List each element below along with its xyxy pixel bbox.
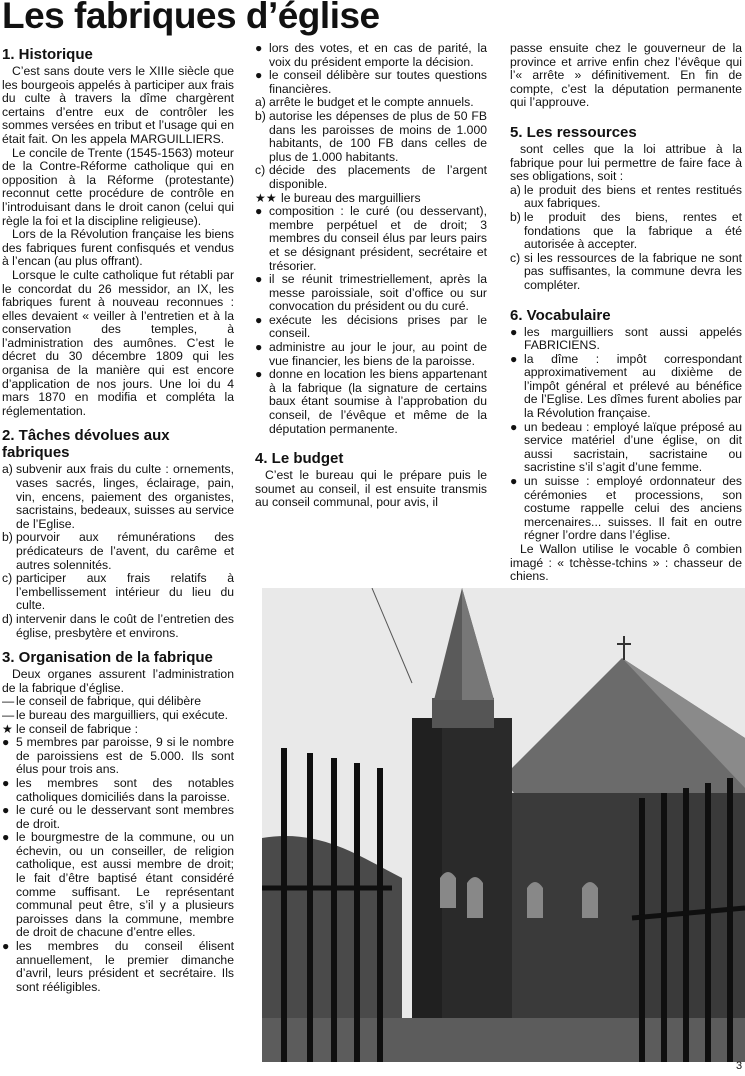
paragraph: C’est sans doute vers le XIIIe siècle que les bourgeois appelés à participer aux frais du culte à travers la dîme chargèrent certains d’entre eux de contrôler les sommes versées en tribut et l’usage qui en était fait. On les appela MARGUILLIERS. [2,64,234,146]
list-item: ● un suisse : employé ordonnateur des cérémonies et processions, son costume rappelle celui des anciens mercenaires... suisses. Il fait en outre régner l’ordre dans l’église. [510,474,742,543]
list-item: ● le conseil délibère sur toutes questions financières. [255,68,487,96]
list-item: ● 5 membres par paroisse, 9 si le nombre de paroissiens est de 5.000. Ils sont élus pour trois ans. [2,735,234,777]
section-heading-organisation: 3. Organisation de la fabrique [2,649,213,667]
conseil-heading [2,723,234,737]
paragraph: passe ensuite chez le gouverneur de la province et arrive enfin chez l’évêque qui l’« arrête » définitivement. En fin de compte, c’est la députation permanente qui l’approuve. [510,41,742,110]
paragraph: sont celles que la loi attribue à la fabrique pour lui permettre de faire face à ses obligations, soit : [510,141,742,184]
paragraph: Lors de la Révolution française les biens des fabriques furent confisqués et vendus à l’encan (au plus offrant). [2,227,234,269]
list-item: — le conseil de fabrique, qui délibère [2,694,201,709]
bureau-list [255,205,487,436]
list-item: ● le bourgmestre de la commune, ou un échevin, ou un conseiller, de religion catholique, est aussi membre de droit; le fait d’être baptisé étant considéré comme suffisant. Le représentant communal peut être, s’il y a plusieurs paroisses dans la commune, membre de droit de chacune d’entre elles. [2,830,234,940]
list-item: d) intervenir dans le coût de l’entretien des église, presbytère et environs. [2,611,234,640]
list-item: b) le produit des biens, rentes et fondations que la fabrique a été autorisée à accepter. [510,209,742,252]
list-item: — le bureau des marguilliers, qui exécute. [2,707,229,722]
list-item: ● la dîme : impôt correspondant approximativement au dixième de l’impôt général et prélevé au bénéfice de l’Eglise. Les dîmes furent abolies par la Révolution française. [510,351,742,421]
column-middle [255,42,487,510]
list-item: b) pourvoir aux rémunérations des prédicateurs de l’avent, du carême et autres solennités. [2,530,234,572]
page-title: Les fabriques d’église [2,0,380,36]
list-item: b) autorise les dépenses de plus de 50 FB dans les paroisses de moins de 1.000 habitants, de 100 FB dans celles de plus de 1.000 habitants. [255,108,487,164]
paragraph: C’est le bureau qui le prépare puis le soumet au conseil, il est ensuite transmis au conseil communal, pour avis, il [255,468,487,510]
organs-list [2,695,234,722]
list-item: ● lors des votes, et en cas de parité, la voix du président emporte la décision. [255,41,487,69]
list-item: ● composition : le curé (ou desservant), membre perpétuel et de droit; 3 membres du conseil élus par leurs pairs et se désignant président, secrétaire et trésorier. [255,204,487,273]
list-item: ● donne en location les biens appartenant à la fabrique (la signature de certains baux étant soumise à l’approbation du conseil, de l’évêque et même de la députation permanente. [255,367,487,436]
vocabulaire-list [510,326,742,544]
section-heading-historique: 1. Historique [2,46,93,63]
section-heading-ressources: 5. Les ressources [510,123,637,141]
taches-list [2,463,234,640]
section-heading-budget: 4. Le budget [255,450,344,468]
church-photo [262,588,745,1062]
paragraph: Le Wallon utilise le vocable ô combien imagé : « tchèsse-tchins » : chasseur de chiens. [510,542,742,584]
list-item: ● il se réunit trimestriellement, après la messe paroissiale, soit d’office ou sur convocation du président ou du curé. [255,272,487,314]
section-heading-taches: 2. Tâches dévolues aux fabriques [2,427,170,462]
list-item: a) arrête le budget et le compte annuels. [255,95,474,110]
list-item: ● le curé ou le desservant sont membres de droit. [2,803,234,831]
list-item: ● un bedeau : employé laïque préposé au service matériel d’une église, on dit aussi sacristain, sacristaine ou sacristine s’il s’agit d’une femme. [510,419,742,475]
list-item: ● les membres du conseil élisent annuellement, le premier dimanche d’avril, leurs président et secrétaire. Ils sont rééligibles. [2,939,234,994]
page-number: 3 [736,1060,743,1072]
subheading: ★★ le bureau des marguilliers [255,190,421,205]
paragraph: Deux organes assurent l’administration de la fabrique d’église. [2,667,234,695]
list-item: c) décide des placements de l’argent disponible. [255,163,487,191]
list-item: c) si les ressources de la fabrique ne sont pas suffisantes, la commune devra les compléter. [510,250,742,292]
double-star-icon: ★★ [255,190,277,205]
column-left [2,42,234,994]
paragraph: Lorsque le culte catholique fut rétabli par le concordat du 26 messidor, an IX, les fabriques furent à nouveau reconnues : elles devaient « veiller à l’entretien et à la conservation des temples, à l’administration des aumônes. C’est le décret du 30 décembre 1809 qui les organisa de la manière qui est encore d’application de nos jours. Une loi du 4 mars 1870 en modifia et compléta la réglementation. [2,267,234,418]
bureau-heading [255,192,487,206]
ressources-list [510,184,742,293]
conseil-list-continued [255,42,487,96]
list-item: ● les membres sont des notables catholiques domiciliés dans la paroisse. [2,775,234,804]
star-icon: ★ [2,721,13,736]
list-item: a) le produit des biens et rentes restitués aux fabriques. [510,182,742,211]
list-item: c) participer aux frais relatifs à l’embellissement intérieur du lieu du culte. [2,571,234,613]
section-heading-vocabulaire: 6. Vocabulaire [510,306,611,324]
list-item: a) subvenir aux frais du culte : ornements, vases sacrés, linges, éclairage, pain, vin, encens, paiement des organistes, sacristains, bedeaux, suisses au service de l’Eglise. [2,462,234,531]
church-illustration [262,588,745,1062]
column-right [510,42,742,584]
list-item: ● les marguilliers sont aussi appelés FABRICIENS. [510,324,742,353]
list-item: ● exécute les décisions prises par le conseil. [255,312,487,341]
conseil-list [2,736,234,994]
paragraph: Le concile de Trente (1545-1563) moteur de la Contre-Réforme catholique qui en opposition à la Réforme (protestante) reconnut cette procédure de contrôle en l’introduisant dans le droit canon (celui qui règle la foi et la discipline religieuse). [2,145,234,228]
subheading: ★ le conseil de fabrique : [2,721,138,736]
list-item: ● administre au jour le jour, au point de vue financier, les biens de la paroisse. [255,340,487,368]
conseil-decisions-list [255,96,487,191]
